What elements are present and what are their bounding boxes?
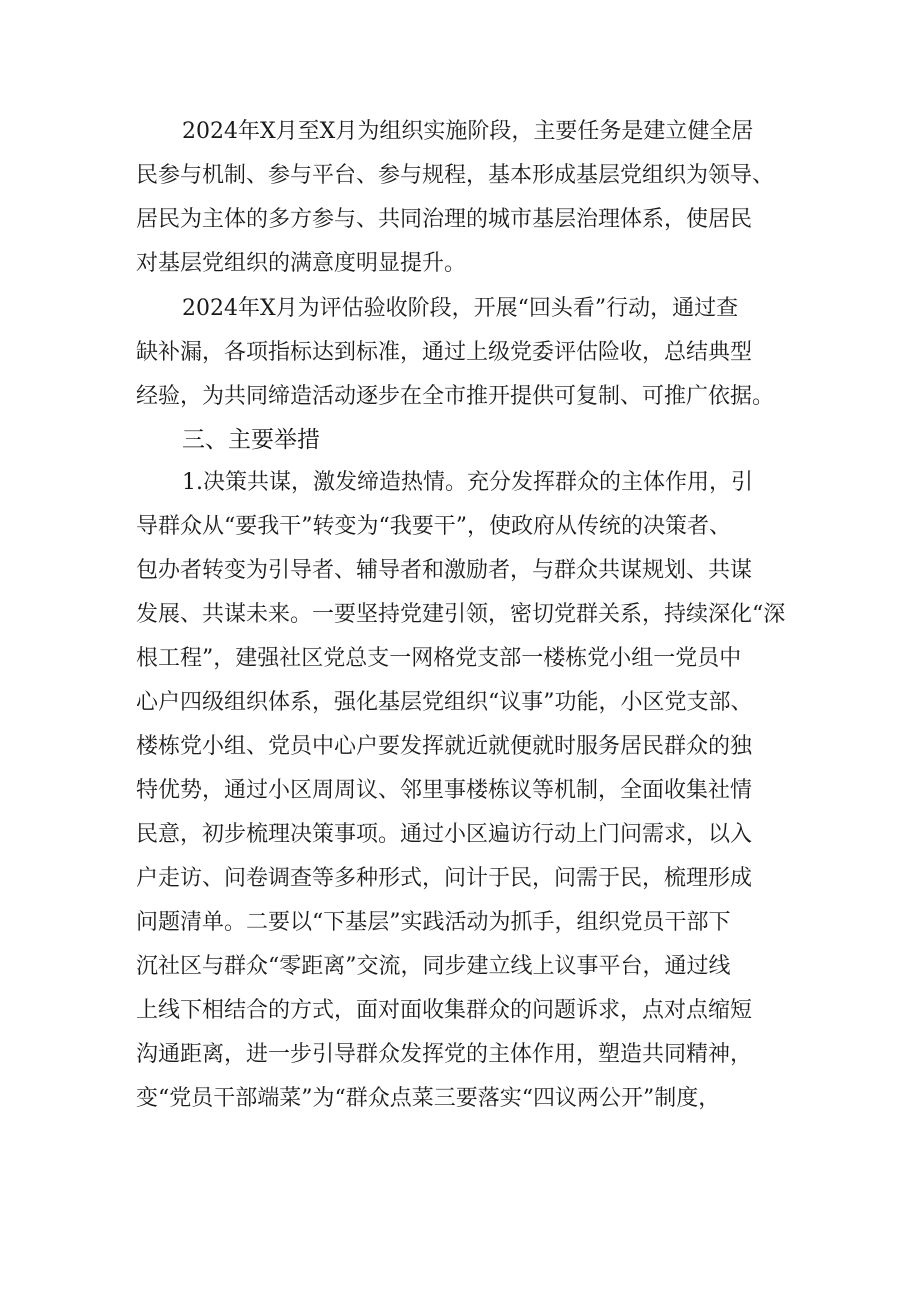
paragraph-2-line-3: 经验，为共同缔造活动逐步在全市推开提供可复制、可推广依据。 (136, 384, 775, 409)
paragraph-2-line-2: 缺补漏，各项指标达到标准，通过上级党委评估险收，总结典型 (136, 340, 753, 365)
paragraph-1-line-2: 民参与机制、参与平台、参与规程，基本形成基层党组织为领导、 (136, 163, 775, 188)
paragraph-1-line-3: 居民为主体的多方参与、共同治理的城市基层治理体系，使居民 (136, 207, 753, 232)
paragraph-3-line-10: 户走访、问卷调查等多种形式，问计于民，问需于民，梳理形成 (136, 866, 753, 891)
paragraph-3-line-14: 沟通距离，进一步引导群众发挥党的主体作用，塑造共同精神， (136, 1042, 753, 1067)
paragraph-3-line-7: 楼栋党小组、党员中心户要发挥就近就便就时服务居民群众的独 (136, 734, 753, 759)
paragraph-3-line-8: 特优势，通过小区周周议、邻里事楼栋议等机制，全面收集社情 (136, 778, 753, 803)
paragraph-1-line-1: 2024年X月至X月为组织实施阶段，主要任务是建立健全居 (182, 119, 754, 144)
paragraph-3-line-13: 上线下相结合的方式，面对面收集群众的问题诉求，点对点缩短 (136, 998, 753, 1023)
paragraph-3-line-1: 1.决策共谋，激发缔造热情。充分发挥群众的主体作用，引 (182, 470, 753, 495)
paragraph-1-line-4: 对基层党组织的满意度明显提升。 (136, 251, 467, 276)
paragraph-3-line-4: 发展、共谋未来。一要坚持党建引领，密切党群关系，持续深化“深 (136, 602, 786, 627)
paragraph-3-line-9: 民意，初步梳理决策事项。通过小区遍访行动上门问需求，以入 (136, 822, 753, 847)
paragraph-3-line-15: 变“党员干部端菜”为“群众点菜三要落实“四议两公开”制度， (136, 1086, 721, 1111)
paragraph-3-line-5: 根工程”，建强社区党总支一网格党支部一楼栋党小组一党员中 (136, 646, 742, 671)
paragraph-3-line-11: 问题清单。二要以“下基层”实践活动为抓手，组织党员干部下 (136, 910, 731, 935)
paragraph-3-line-6: 心户四级组织体系，强化基层党组织“议事”功能，小区党支部、 (136, 690, 753, 715)
paragraph-3-line-3: 包办者转变为引导者、辅导者和激励者，与群众共谋规划、共谋 (136, 558, 753, 583)
section-heading: 三、主要举措 (182, 427, 320, 453)
paragraph-3-line-2: 导群众从“要我干”转变为“我要干”，使政府从传统的决策者、 (136, 514, 731, 539)
paragraph-2-line-1: 2024年X月为评估验收阶段，开展“回头看”行动，通过查 (182, 296, 739, 321)
paragraph-3-line-12: 沉社区与群众“零距离”交流，同步建立线上议事平台，通过线 (136, 954, 731, 979)
